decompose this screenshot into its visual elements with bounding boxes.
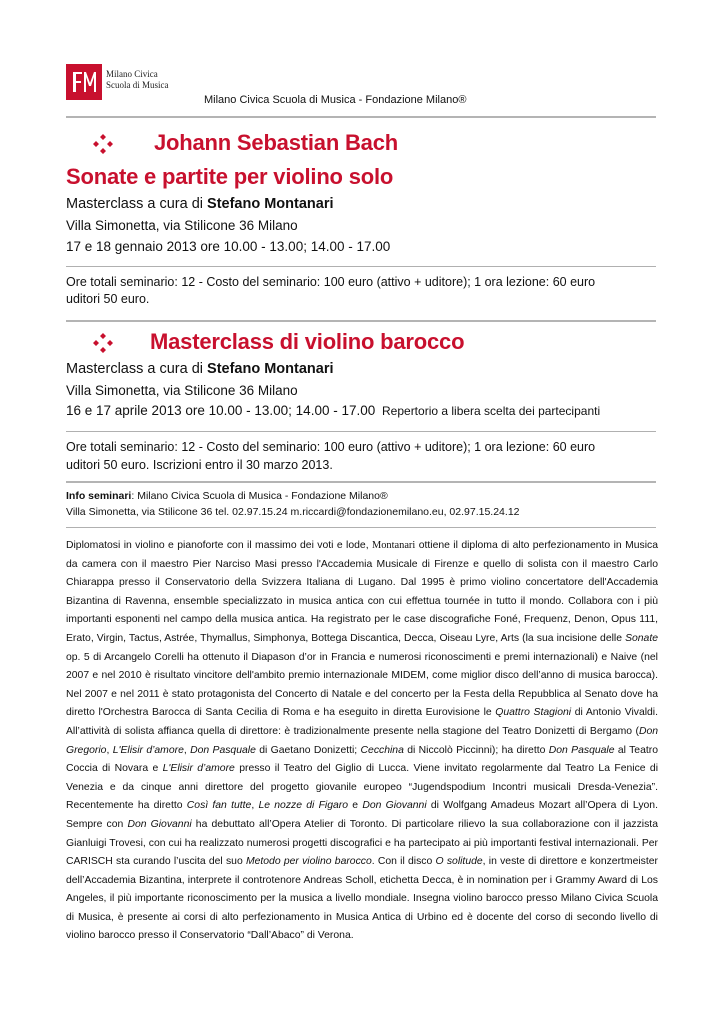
bio-divider xyxy=(66,527,656,528)
info-label: Info seminari xyxy=(66,490,132,502)
header-divider xyxy=(66,116,656,118)
info-contacts: Villa Simonetta, via Stilicone 36 tel. 02.97.15.24 m.riccardi@fondazionemilano.eu, 02.97.15.24.12 xyxy=(66,506,520,518)
course2-venue: Villa Simonetta, via Stilicone 36 Milano xyxy=(66,383,298,398)
logo-wordmark xyxy=(106,69,169,91)
info-divider xyxy=(66,481,656,483)
curator-name: Stefano Montanari xyxy=(207,361,334,377)
four-diamond-bullet-icon xyxy=(92,133,114,160)
course2-curator-line xyxy=(66,361,334,377)
section-divider xyxy=(66,320,656,322)
info-org: : Milano Civica Scuola di Musica - Fondazione Milano® xyxy=(131,490,388,502)
curator-name: Stefano Montanari xyxy=(207,196,334,212)
course1-title: Sonate e partite per violino solo xyxy=(66,164,394,189)
course2-repertoire: Repertorio a libera scelta dei partecipanti xyxy=(382,404,601,418)
course2-costs-line1: Ore totali seminario: 12 - Costo del seminario: 100 euro (attivo + uditore); 1 ora lezione: 60 euro xyxy=(66,440,596,454)
info-org-line xyxy=(66,490,388,502)
curator-prefix: Masterclass a cura di xyxy=(66,361,208,377)
biography-text: Diplomatosi in violino e pianoforte con il massimo dei voti e lode, Montanari ottiene il diploma di alto perfezionamento in Musica da camera con il maestro Pier Narciso Masi presso l'Accademia Musicale di Firenze e quello di solista con il maestro Carlo Chiarappa presso il Conservatorio della Svizzera Italiana di Lugano. Dal 1995 è primo violino concertatore dell'Accademia Bizantina di Ravenna, ensemble specializzato in musica antica con cui effettua tournée in tutto il mondo. Collabora con i più importanti esponenti nel campo della musica antica. Ha registrato per le case discografiche Foné, Frequenz, Denon, Opus 111, Erato, Virgin, Tactus, Astrée, Thymallus, Simphonya, Bottega Discantica, Decca, Oiseau Lyre, Arts (la sua incisione delle Sonate op. 5 di Arcangelo Corelli ha ottenuto il Diapason d’or in Francia e numerosi riconoscimenti e premi internazionali) e Naive (nel 2007 e nel 2010 è risultato vincitore dell'ambito premio internazionale MIDEM, come miglior disco dell’anno di musica barocca). Nel 2007 e nel 2011 è stato protagonista del Concerto di Natale e del concerto per la Festa della Repubblica al Senato dove ha diretto l'Orchestra Barocca di Santa Cecilia di Roma e ha eseguito in diretta Eurovisione le Quattro Stagioni di Antonio Vivaldi. All’attività di solista affianca quella di direttore: è tradizionalmente presente nella stagione del Teatro Donizetti di Bergamo (Don Gregorio, L'Elisir d’amore, Don Pasquale di Gaetano Donizetti; Cecchina di Niccolò Piccinni); ha diretto Don Pasquale al Teatro Coccia di Novara e L'Elisir d’amore presso il Teatro del Giglio di Lucca. Viene invitato regolarmente dal Teatro La Fenice di Venezia e da cinque anni direttore del progetto giovanile europeo “Jugendspodium Incontri musicali Dresda-Venezia”. Recentemente ha diretto Così fan tutte, Le nozze di Figaro e Don Giovanni di Wolfgang Amadeus Mozart all’Opera di Lyon. Sempre con Don Giovanni ha debuttato all’Opera Atelier di Toronto. Di particolare rilievo la sua collaborazione con il jazzista Gianluigi Trovesi, con cui ha realizzato numerosi progetti discografici e ha partecipato ai più importanti festival internazionali. Per CARISCH sta curando l’uscita del suo Metodo per violino barocco. Con il disco O solitude, in veste di direttore e konzertmeister dell’Accademia Bizantina, interprete il controtenore Andreas Scholl, etichetta Decca, è in nomination per i Grammy Award di Los Angeles, il più importante riconoscimento per la musica a livello mondiale. Insegna violino barocco presso Milano Civica Scuola di Musica, è presente ai corsi di alto perfezionamento in Musica Antica di Urbino ed è docente del corso di secondo livello di violino barocco presso il Conservatorio “Dall’Abaco” di Verona. xyxy=(66,540,659,942)
course1-curator-line xyxy=(66,196,334,212)
course1-venue: Villa Simonetta, via Stilicone 36 Milano xyxy=(66,218,298,233)
school-logo xyxy=(66,64,102,100)
course1-divider xyxy=(66,266,656,267)
course1-costs-line2: uditori 50 euro. xyxy=(66,292,150,306)
course2-dates-line xyxy=(66,403,600,418)
header-org: Milano Civica Scuola di Musica - Fondazione Milano® xyxy=(204,94,467,106)
school-logo-mark xyxy=(66,64,102,100)
course2-title: Masterclass di violino barocco xyxy=(150,329,465,354)
course1-dates: 17 e 18 gennaio 2013 ore 10.00 - 13.00; 14.00 - 17.00 xyxy=(66,239,391,254)
logo-line-1: Milano Civica xyxy=(106,69,158,79)
logo-line-2: Scuola di Musica xyxy=(106,80,169,90)
course2-dates: 16 e 17 aprile 2013 ore 10.00 - 13.00; 14.00 - 17.00 xyxy=(66,403,376,418)
composer-heading: Johann Sebastian Bach xyxy=(154,130,398,155)
biography xyxy=(66,537,658,946)
course2-costs-line2: uditori 50 euro. Iscrizioni entro il 30 marzo 2013. xyxy=(66,458,333,472)
course2-divider xyxy=(66,431,656,432)
four-diamond-bullet-icon xyxy=(92,332,114,359)
curator-prefix: Masterclass a cura di xyxy=(66,196,208,212)
course1-costs-line1: Ore totali seminario: 12 - Costo del seminario: 100 euro (attivo + uditore); 1 ora lezione: 60 euro xyxy=(66,275,596,289)
